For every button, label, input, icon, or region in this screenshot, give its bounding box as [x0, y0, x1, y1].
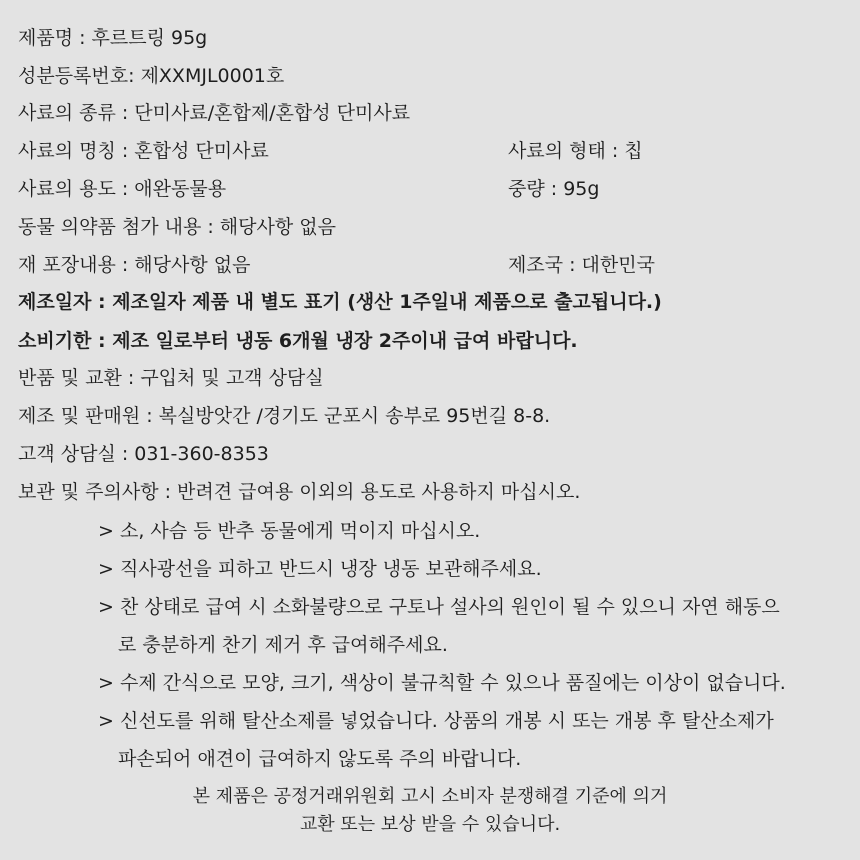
- caution-item: > 수제 간식으로 모양, 크기, 색상이 불규칙할 수 있으나 품질에는 이상이 없습니다.: [98, 672, 786, 694]
- returns-exchange: 반품 및 교환 : 구입처 및 고객 상담실: [18, 367, 324, 389]
- manufacture-date: 제조일자 : 제조일자 제품 내 별도 표기 (생산 1주일내 제품으로 출고됩니다.): [18, 291, 662, 313]
- feed-form: 사료의 형태 : 칩: [508, 140, 643, 162]
- storage-caution: 보관 및 주의사항 : 반려견 급여용 이외의 용도로 사용하지 마십시오.: [18, 481, 581, 503]
- caution-item-continued: 로 충분하게 찬기 제거 후 급여해주세요.: [118, 634, 448, 656]
- caution-item: > 찬 상태로 급여 시 소화불량으로 구토나 설사의 원인이 될 수 있으니 자연 해동으: [98, 596, 780, 618]
- caution-item: > 직사광선을 피하고 반드시 냉장 냉동 보관해주세요.: [98, 558, 542, 580]
- net-weight: 중량 : 95g: [508, 178, 600, 200]
- caution-item-continued: 파손되어 애견이 급여하지 않도록 주의 바랍니다.: [118, 748, 522, 770]
- dispute-notice: 본 제품은 공정거래위원회 고시 소비자 분쟁해결 기준에 의거: [192, 786, 668, 807]
- country-of-origin: 제조국 : 대한민국: [508, 254, 655, 276]
- feed-use: 사료의 용도 : 애완동물용: [18, 178, 227, 200]
- product-name: 제품명 : 후르트링 95g: [18, 27, 208, 49]
- feed-type: 사료의 종류 : 단미사료/혼합제/혼합성 단미사료: [18, 102, 411, 124]
- caution-item: > 소, 사슴 등 반추 동물에게 먹이지 마십시오.: [98, 520, 481, 542]
- expiry-date: 소비기한 : 제조 일로부터 냉동 6개월 냉장 2주이내 급여 바랍니다.: [18, 330, 578, 352]
- caution-item: > 신선도를 위해 탈산소제를 넣었습니다. 상품의 개봉 시 또는 개봉 후 탈산소제가: [98, 710, 774, 732]
- feed-name: 사료의 명칭 : 혼합성 단미사료: [18, 140, 269, 162]
- customer-center: 고객 상담실 : 031-360-8353: [18, 443, 269, 465]
- drug-content: 동물 의약품 첨가 내용 : 해당사항 없음: [18, 216, 336, 238]
- dispute-notice: 교환 또는 보상 받을 수 있습니다.: [299, 814, 561, 835]
- manufacturer: 제조 및 판매원 : 복실방앗간 /경기도 군포시 송부로 95번길 8-8.: [18, 405, 551, 427]
- registration-number: 성분등록번호: 제XXMJL0001호: [18, 65, 285, 87]
- repackaging: 재 포장내용 : 해당사항 없음: [18, 254, 251, 276]
